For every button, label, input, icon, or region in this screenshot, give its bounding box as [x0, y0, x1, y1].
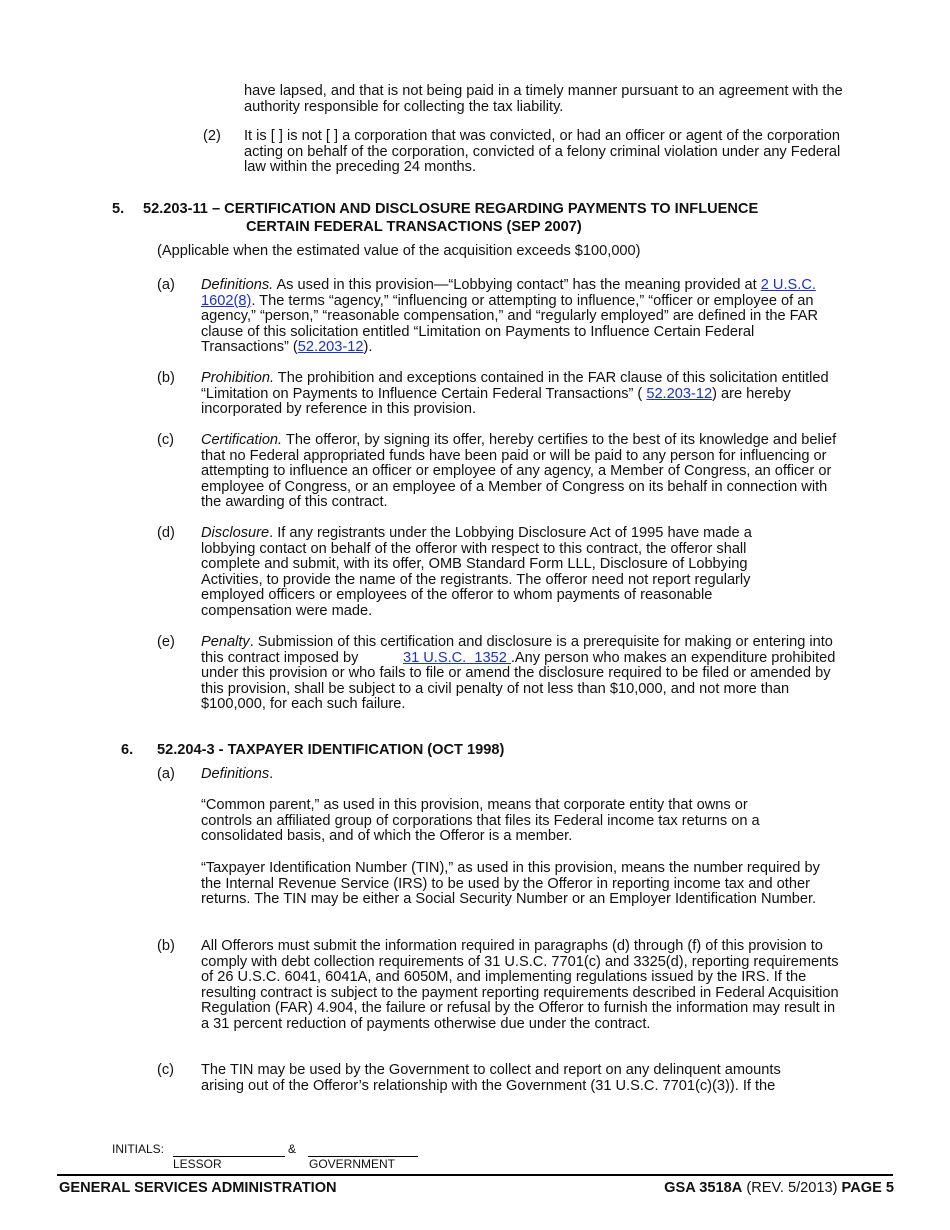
section-5-e-text — [201, 635, 841, 713]
section-6-b-text: All Offerors must submit the information required in paragraphs (d) through (f) of this provision to comply with debt collection requirements of 31 U.S.C. 7701(c) and 3325(d), reporting requirements of 26 U.S.C. 6041, 6041A, and 6050M, and implementing regulations issued by the IRS. If the resulting contract is subject to the payment reporting requirements described in Federal Acquisition Regulation (FAR) 4.904, the failure or refusal by the Offeror to furnish the information may result in a 31 percent reduction of payments otherwise due under the contract. — [201, 938, 839, 1032]
footer-form-info — [664, 1181, 894, 1197]
footer-form-number: GSA 3518A — [664, 1180, 743, 1196]
section-5-e-post: .Any person who makes an expenditure prohibited under this provision or who fails to file or amend the disclosure required to be filed or amended by this provision, shall be subject to a civil penalty of not less than $10,000, and not more than $100,000, for each such failure. — [201, 649, 840, 713]
section-5-applicable: (Applicable when the estimated value of the acquisition exceeds $100,000) — [157, 243, 641, 259]
section-5-c-term: Certification. — [201, 432, 283, 448]
section-5-e-pre: . Submission of this certification and disclosure is a prerequisite for making or entering into this contract imposed by — [201, 634, 837, 666]
usc-1602-link[interactable]: 2 U.S.C. 1602(8) — [201, 277, 816, 309]
section-5-a-pre: As used in this provision—“Lobbying contact” has the meaning provided at — [273, 277, 761, 293]
section-5-a-label: (a) — [157, 277, 175, 293]
section-6-number: 6. — [121, 742, 134, 758]
section-5-c-label: (c) — [157, 432, 175, 448]
intro-text: have lapsed, and that is not being paid in a timely manner pursuant to an agreement with the authority responsible for collecting the tax liability. — [244, 83, 843, 115]
section-6-a-dot: . — [269, 766, 274, 782]
government-label: GOVERNMENT — [309, 1157, 396, 1171]
section-5-a-mid: . The terms “agency,” “influencing or attempting to influence,” “officer or employee of an agency,” “person,” “reasonable compensation,” and “regularly employed” are defined in the FAR clause of this solicitation entitled “Limitation on Payments to Influence Certain Federal Transactions” ( — [201, 292, 819, 356]
item-2-text: It is [ ] is not [ ] a corporation that was convicted, or had an officer or agent of the corporation acting on behalf of the corporation, convicted of a felony criminal violation under any Federal law within the preceding 24 months. — [244, 128, 841, 176]
section-6-a-heading — [201, 767, 273, 783]
section-5-d-text — [201, 526, 801, 620]
section-6-title: 52.204-3 - TAXPAYER IDENTIFICATION (OCT 1998) — [157, 742, 505, 758]
initials-label: INITIALS: — [112, 1142, 165, 1156]
section-5-b-text — [201, 371, 841, 418]
initials-ampersand: & — [288, 1142, 297, 1156]
usc-1352-link[interactable]: 31 U.S.C. 1352 — [402, 649, 511, 666]
tin-definition: “Taxpayer Identification Number (TIN),” as used in this provision, means the number required by the Internal Revenue Service (IRS) to be used by the Offeror in reporting income tax and other returns. The TIN may be either a Social Security Number or an Employer Identification Number. — [201, 860, 820, 908]
section-5-title-line1: 52.203-11 – CERTIFICATION AND DISCLOSURE REGARDING PAYMENTS TO INFLUENCE — [143, 201, 759, 217]
section-5-e-label: (e) — [157, 634, 175, 650]
section-5-d-term: Disclosure — [201, 525, 270, 541]
lessor-label: LESSOR — [173, 1157, 222, 1171]
footer-revision: (REV. 5/2013) — [742, 1180, 842, 1196]
section-5-b-term: Prohibition. — [201, 370, 275, 386]
section-5-b-label: (b) — [157, 370, 175, 386]
section-5-d-label: (d) — [157, 525, 175, 541]
section-5-a-post: ). — [363, 339, 373, 356]
common-parent-definition: “Common parent,” as used in this provision, means that corporate entity that owns or controls an affiliated group of corporations that files its Federal income tax returns on a consolidated basis, and of which the Offeror is a member. — [201, 797, 760, 845]
section-6-a-term: Definitions — [201, 766, 270, 782]
section-5-d-body: . If any registrants under the Lobbying Disclosure Act of 1995 have made a lobbying contact on behalf of the offeror with respect to this contract, the offeror shall complete and submit, with its offer, OMB Standard Form LLL, Disclosure of Lobbying Activities, to provide the name of the registrants. The offeror need not report regularly employed officers or employees of the offeror to whom payments of reasonable compensation were made. — [201, 525, 752, 619]
section-5-title-line2: CERTAIN FEDERAL TRANSACTIONS (SEP 2007) — [246, 219, 582, 235]
far-52-203-12-link-2[interactable]: 52.203-12 — [646, 385, 713, 402]
section-5-a-text — [201, 278, 841, 356]
item-2-label: (2) — [203, 128, 221, 144]
section-5-a-term: Definitions. — [201, 277, 274, 293]
section-5-number: 5. — [112, 201, 125, 217]
section-6-a-label: (a) — [157, 766, 175, 782]
section-6-b-label: (b) — [157, 938, 175, 954]
section-5-c-body: The offeror, by signing its offer, hereby certifies to the best of its knowledge and belief that no Federal appropriated funds have been paid or will be paid to any person for influencing or attempting to influence an officer or employee of any agency, a Member of Congress, an officer or employee of Congress, or an employee of a Member of Congress on its behalf in connection with the awarding of this contract. — [201, 432, 837, 511]
section-5-b-post: ) are hereby incorporated by reference in this provision. — [201, 385, 791, 418]
far-52-203-12-link[interactable]: 52.203-12 — [297, 339, 364, 356]
section-6-c-text: The TIN may be used by the Government to collect and report on any delinquent amounts arising out of the Offeror’s relationship with the Government (31 U.S.C. 7701(c)(3)). If the — [201, 1062, 781, 1094]
section-5-c-text — [201, 433, 841, 511]
footer-agency: GENERAL SERVICES ADMINISTRATION — [59, 1180, 337, 1196]
section-6-c-label: (c) — [157, 1062, 175, 1078]
footer-rule — [57, 1174, 893, 1176]
section-5-b-pre: The prohibition and exceptions contained in the FAR clause of this solicitation entitled “Limitation on Payments to Influence Certain Federal Transactions” ( — [201, 370, 829, 402]
footer-page-number: PAGE 5 — [841, 1180, 894, 1196]
section-5-e-term: Penalty — [201, 634, 250, 650]
